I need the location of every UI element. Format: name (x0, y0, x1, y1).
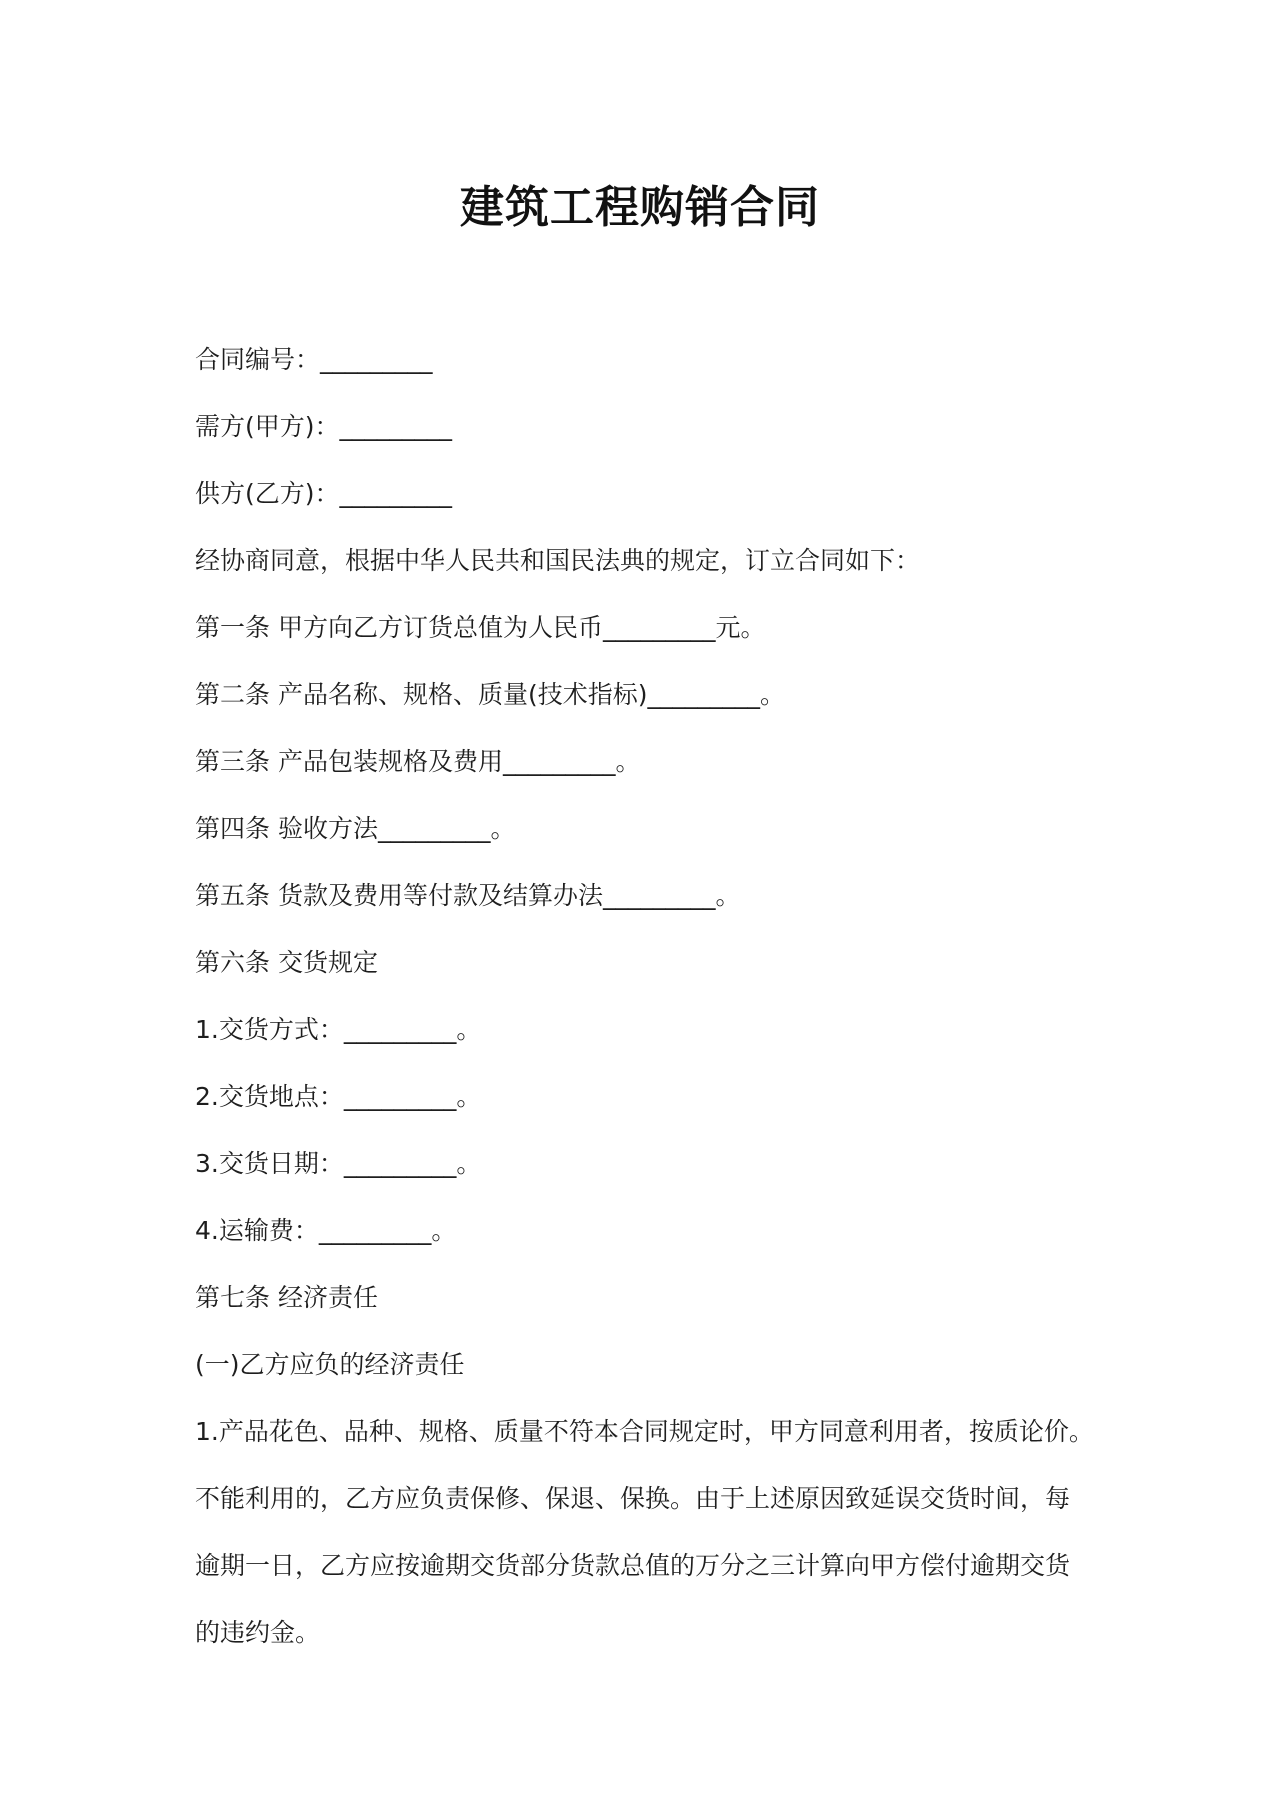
liability-paragraph-line: 不能利用的，乙方应负责保修、保退、保换。由于上述原因致延误交货时间，每 (195, 1484, 1071, 1513)
article-4: 第四条 验收方法_________。 (195, 814, 516, 843)
transport-fee-line: 4.运输费：_________。 (195, 1216, 457, 1245)
article-7-heading: 第七条 经济责任 (195, 1283, 378, 1312)
article-1: 第一条 甲方向乙方订货总值为人民币_________元。 (195, 613, 766, 642)
article-2: 第二条 产品名称、规格、质量(技术指标)_________。 (195, 680, 785, 709)
article-6-heading: 第六条 交货规定 (195, 948, 378, 977)
liability-paragraph-line: 逾期一日，乙方应按逾期交货部分货款总值的万分之三计算向甲方偿付逾期交货 (195, 1551, 1071, 1580)
delivery-date-line: 3.交货日期：_________。 (195, 1149, 482, 1178)
seller-party-line: 供方(乙方)：_________ (195, 479, 453, 508)
delivery-method-line: 1.交货方式：_________。 (195, 1015, 482, 1044)
liability-paragraph-line: 的违约金。 (195, 1618, 321, 1647)
article-3: 第三条 产品包装规格及费用_________。 (195, 747, 641, 776)
preamble-line: 经协商同意，根据中华人民共和国民法典的规定，订立合同如下： (195, 546, 921, 575)
liability-paragraph-line: 1.产品花色、品种、规格、质量不符本合同规定时，甲方同意利用者，按质论价。 (195, 1417, 1094, 1446)
buyer-party-line: 需方(甲方)：_________ (195, 412, 453, 441)
contract-number-line: 合同编号：_________ (195, 345, 433, 374)
document-body (195, 338, 1100, 1678)
delivery-place-line: 2.交货地点：_________。 (195, 1082, 482, 1111)
article-5: 第五条 货款及费用等付款及结算办法_________。 (195, 881, 741, 910)
document-title: 建筑工程购销合同 (460, 182, 820, 233)
seller-liability-heading: (一)乙方应负的经济责任 (195, 1350, 465, 1379)
